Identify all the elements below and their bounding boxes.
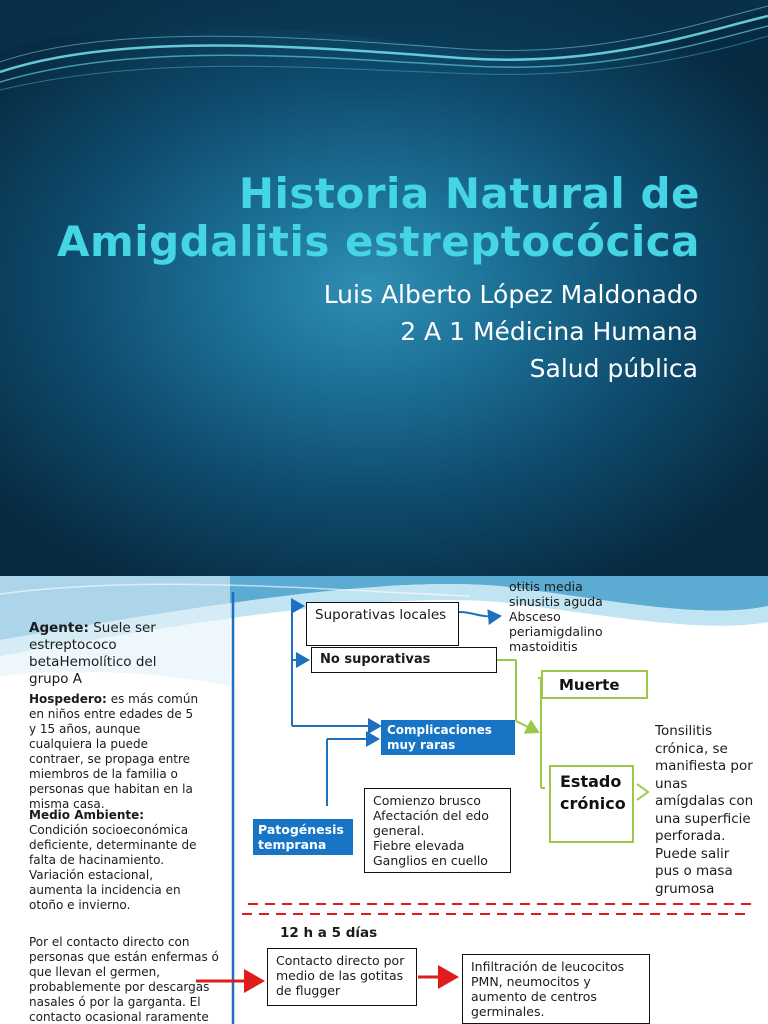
- contacto-text: Por el contacto directo con personas que están enfermas ó que llevan el germen, probablemente por descargas nasales ó por la garganta. El contacto ocasional raramente: [29, 935, 219, 1024]
- title-line-1: Historia Natural de: [238, 169, 700, 218]
- no-suporativas-box: [311, 647, 497, 673]
- medio-ambiente-block: [29, 808, 209, 913]
- patogenesis-label: Patogénesis temprana: [258, 822, 344, 852]
- sintoma-item: Ganglios en cuello: [373, 853, 488, 868]
- tonsilitis-description: [655, 723, 755, 898]
- suporativa-item: mastoiditis: [509, 639, 578, 654]
- hospedero-text: es más común en niños entre edades de 5 y 15 años, aunque cualquiera la puede contraer, se propaga entre miembros de la familia o personas que habitan en la misma casa.: [29, 692, 199, 811]
- author-name: Luis Alberto López Maldonado: [323, 280, 698, 309]
- medio-ambiente-text: Condición socioeconómica deficiente, determinante de falta de hacinamiento. Variación estacional, aumenta la incidencia en otoño e invierno.: [29, 823, 197, 912]
- agente-text: Suele ser estreptococo betaHemolítico del grupo A: [29, 620, 157, 687]
- medio-ambiente-label: Medio Ambiente:: [29, 808, 145, 822]
- sintomas-box: [364, 788, 511, 873]
- suporativa-item: sinusitis aguda: [509, 594, 603, 609]
- sintoma-item: Comienzo brusco: [373, 793, 481, 808]
- natural-history-diagram-slide: [0, 576, 768, 1024]
- periodo-text: 12 h a 5 días: [280, 925, 378, 941]
- title-line-2: Amigdalitis estreptocócica: [56, 217, 700, 266]
- suporativas-list: [509, 579, 629, 654]
- hospedero-block: [29, 692, 201, 812]
- sintoma-item: Afectación del edo general.: [373, 808, 489, 838]
- contacto-block: [29, 935, 232, 1024]
- contacto-gotitas-text: Contacto directo por medio de las gotitas de flugger: [276, 953, 405, 998]
- suporativa-item: periamigdalino: [509, 624, 603, 639]
- contacto-gotitas-box: [267, 948, 417, 1006]
- hospedero-label: Hospedero:: [29, 692, 107, 706]
- suporativas-locales-label: Suporativas locales: [315, 607, 447, 623]
- tonsilitis-text: Tonsilitis crónica, se manifiesta por unas amígdalas con una superficie perforada. Puede salir pus o masa grumosa: [655, 723, 754, 897]
- agente-block: [29, 620, 179, 688]
- infiltracion-box: [462, 954, 650, 1024]
- suporativa-item: Absceso: [509, 609, 561, 624]
- patogenesis-box: [253, 819, 353, 855]
- subject-label: Salud pública: [529, 354, 698, 383]
- muerte-label: Muerte: [559, 676, 620, 694]
- sintoma-item: Fiebre elevada: [373, 838, 465, 853]
- presentation-title: [0, 170, 700, 266]
- suporativas-locales-box: [306, 602, 459, 646]
- periodo-label: [280, 925, 377, 942]
- infiltracion-text: Infiltración de leucocitos PMN, neumocitos y aumento de centros germinales.: [471, 959, 625, 1019]
- no-suporativas-label: No suporativas: [320, 652, 431, 667]
- agente-label: Agente:: [29, 620, 89, 636]
- suporativa-item: otitis media: [509, 579, 583, 594]
- complicaciones-label: Complicaciones muy raras: [387, 723, 492, 752]
- group-label: 2 A 1 Médicina Humana: [400, 317, 698, 346]
- muerte-box: [541, 670, 648, 699]
- decorative-waves: [0, 0, 768, 110]
- estado-cronico-label: Estado crónico: [560, 772, 626, 813]
- complicaciones-box: [381, 720, 515, 755]
- estado-cronico-box: [549, 765, 634, 843]
- subtitle-block: [98, 276, 698, 387]
